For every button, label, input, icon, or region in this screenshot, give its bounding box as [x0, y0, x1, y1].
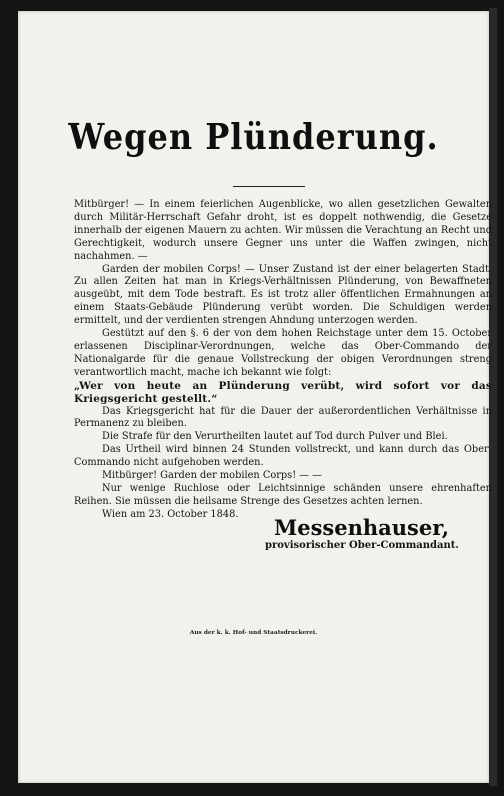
signature-title: provisorischer Ober-Commandant.	[265, 540, 459, 551]
paragraph-decree: „Wer von heute an Plünderung verübt, wird sofort vor das Kriegsgericht gestellt.“	[74, 379, 492, 405]
paragraph-gestuetzt: Gestützt auf den §. 6 der von dem hohen Reichstage unter dem 15. October erlassenen Disciplinar-Verordnungen, welche das Ober-Commando der Nationalgarde für die genaue Vollstreckung der obigen Verordnungen streng verantwortlich macht, mache ich bekannt wie folgt:	[74, 328, 492, 378]
paragraph-mitbuerger: Mitbürger! — In einem feierlichen Augenblicke, wo allen gesetzlichen Gewalten durch Militär-Herrschaft Gefahr droht, ist es doppelt nothwendig, die Gesetze innerhalb der eigenen Mauern zu achten. Wir müssen die Verachtung an Recht und Gerechtigkeit, wodurch unsere Gegner uns unter die Waffen zwingen, nicht nachahmen. —	[74, 199, 492, 262]
proclamation-body	[74, 199, 492, 522]
date-line: Wien am 23. October 1848.	[102, 508, 239, 520]
paragraph-appeal: Mitbürger! Garden der mobilen Corps! — —	[102, 470, 322, 482]
paragraph-strafe: Die Strafe für den Verurtheilten lautet auf Tod durch Pulver und Blei.	[102, 431, 448, 443]
paragraph-kriegsgericht: Das Kriegsgericht hat für die Dauer der außerordentlichen Verhältnisse in Permanenz zu bleiben.	[74, 405, 492, 430]
headline-rule	[233, 186, 305, 187]
poster-headline: Wegen Plünderung.	[68, 116, 439, 158]
paragraph-garden: Garden der mobilen Corps! — Unser Zustand ist der einer belagerten Stadt. Zu allen Zeiten hat man in Kriegs-Verhältnissen Plünderung, von Bewaffneten ausgeübt, mit dem Tode bestraft. Es ist trotz aller öffentlichen Ermahnungen an einem Staats-Gebäude Plünderung verübt worden. Die Schuldigen werden ermittelt, und der verdienten strengen Ahndung unterzogen werden.	[74, 263, 492, 327]
paragraph-urtheil: Das Urtheil wird binnen 24 Stunden vollstreckt, und kann durch das Ober-Commando nicht aufgehoben werden.	[74, 444, 492, 469]
signature-name: Messenhauser,	[274, 515, 450, 540]
printer-imprint: Aus der k. k. Hof- und Staatsdruckerei.	[189, 630, 318, 636]
poster-sheet	[18, 11, 492, 783]
paragraph-ruchlose: Nur wenige Ruchlose oder Leichtsinnige schänden unsere ehrenhaften Reihen. Sie müssen die heilsame Strenge des Gesetzes achten lernen.	[74, 482, 492, 507]
